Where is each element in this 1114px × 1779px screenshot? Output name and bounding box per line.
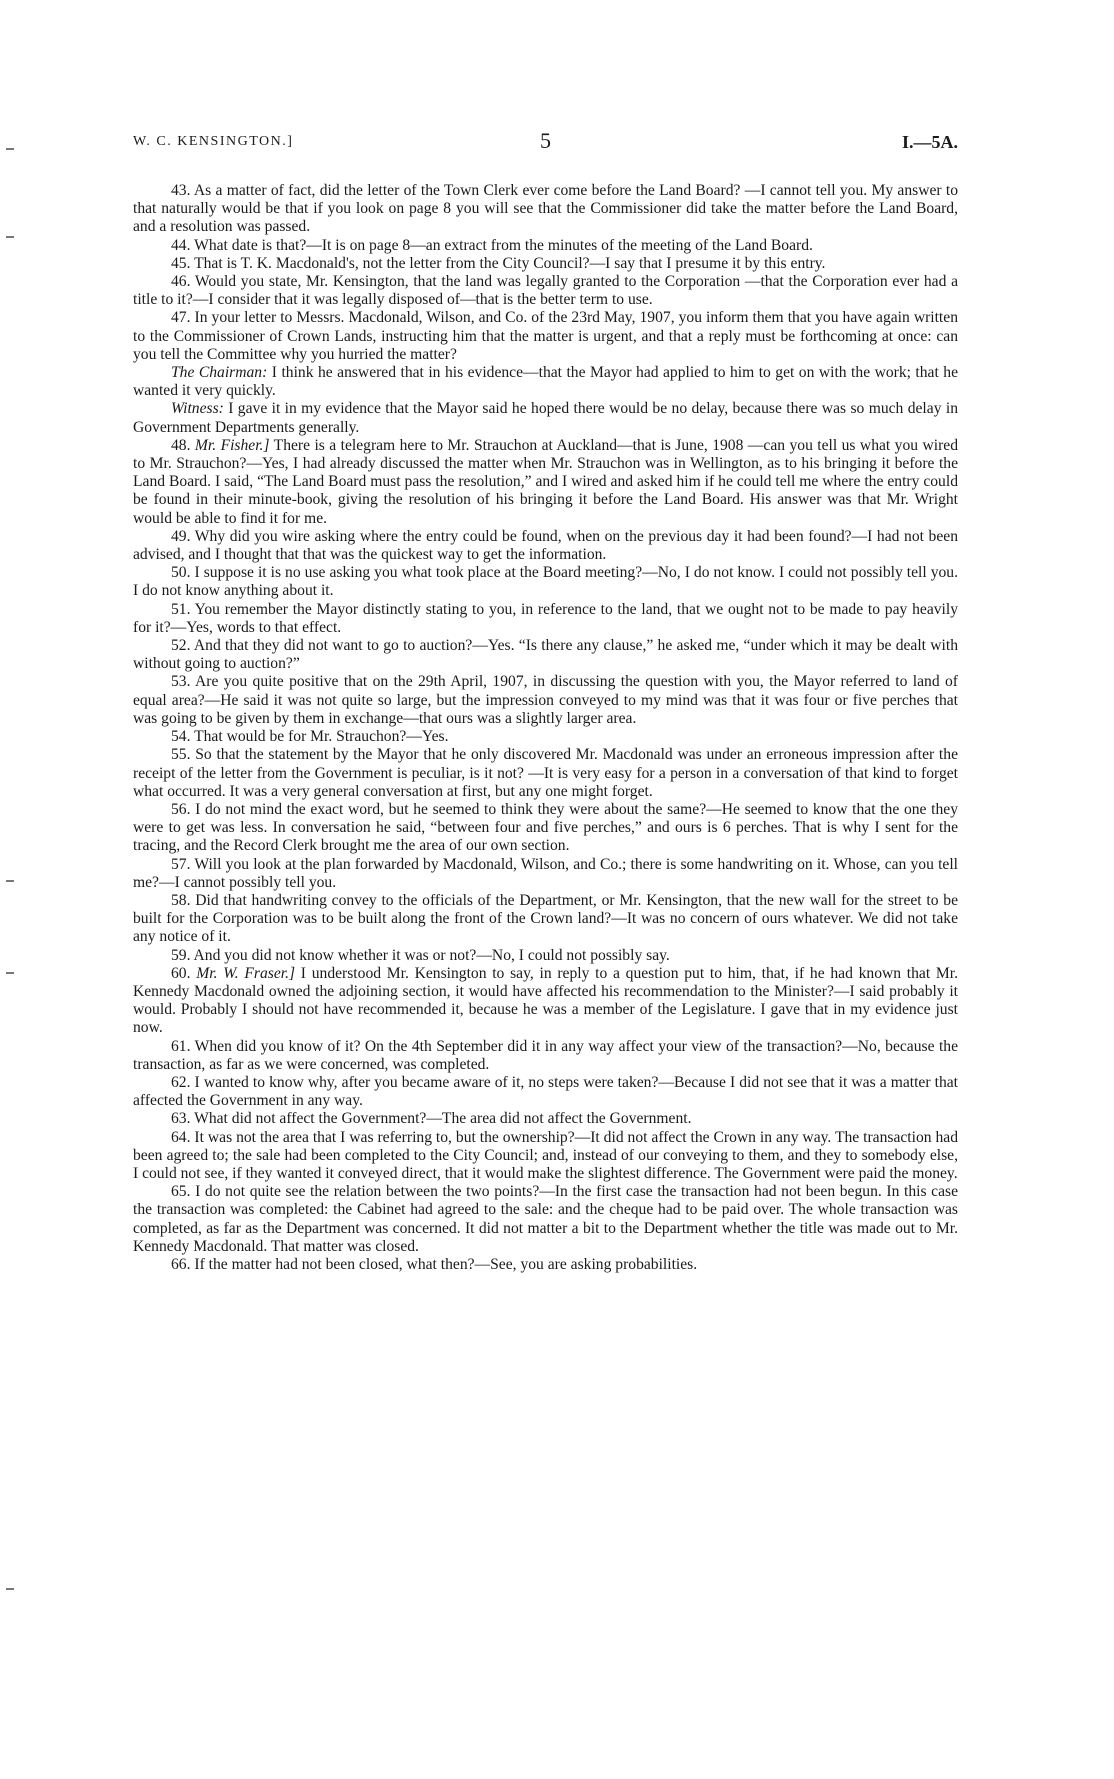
paragraph-text: 56. I do not mind the exact word, but he seemed to think they were about the same?—He seemed to know that the one they were to get was less. In conversation he said, “between four and five perches,” and ours is 6 perches. That is why I sent for the tracing, and the Record Clerk brought me the area of our own section. [133,800,958,855]
paragraph-text: 58. Did that handwriting convey to the officials of the Department, or Mr. Kensington, that the new wall for the street to be built for the Corporation was to be built along the front of the Crown land?—It was no concern of ours whatever. We did not take any notice of it. [133,891,958,946]
paragraph-text: 59. And you did not know whether it was or not?—No, I could not possibly say. [171,946,670,964]
paragraph-text: 63. What did not affect the Government?—The area did not affect the Government. [171,1110,692,1128]
testimony-paragraph [133,364,958,400]
testimony-paragraph [133,965,958,1038]
paragraph-text: 65. I do not quite see the relation between the two points?—In the first case the transaction had not been begun. In this case the transaction was completed: the Cabinet had agreed to the sale: and the cheque had to be paid over. The whole transaction was completed, as far as the Department was concerned. It did not matter a bit to the Department whether the title was made out to Mr. Kennedy Macdonald. That matter was closed. [133,1183,958,1255]
paragraph-text: 55. So that the statement by the Mayor that he only discovered Mr. Macdonald was under an erroneous impression after the receipt of the letter from the Government is peculiar, is it not? —It is very easy for a person in a conversation of that kind to forget what occurred. It was a very general conversation at first, but any one might forget. [133,746,958,800]
paragraph-text: 64. It was not the area that I was referring to, but the ownership?—It did not affect the Crown in any way. The transaction had been agreed to; the sale had been completed to the City Council; and, instead of our conveying to them, and they to somebody else, I could not see, if they wanted it conveyed direct, that it would make the slightest difference. The Government were paid the money. [133,1128,958,1182]
speaker-label: Mr. Fisher.] [194,436,270,454]
testimony-paragraph [133,528,958,564]
page-number: 5 [540,128,551,153]
testimony-paragraph [133,1183,958,1256]
speaker-label: Witness: [171,400,224,418]
testimony-paragraph [133,673,958,728]
document-page [133,128,958,1274]
paragraph-text: I gave it in my evidence that the Mayor said he hoped there would be no delay, because there was so much delay in Government Departments generally. [133,400,958,436]
testimony-paragraph [133,856,958,892]
testimony-paragraph [133,1074,958,1110]
header-witness-name: W. C. KENSINGTON.] [133,134,294,149]
paragraph-text: 51. You remember the Mayor distinctly stating to you, in reference to the land, that we ought not to be made to pay heavily for it?—Yes, words to that effect. [133,600,958,636]
testimony-paragraph [133,801,958,856]
testimony-paragraph [133,1129,958,1184]
testimony-paragraph [133,237,958,255]
paragraph-text: 57. Will you look at the plan forwarded by Macdonald, Wilson, and Co.; there is some handwriting on it. Whose, can you tell me?—I cannot possibly tell you. [133,855,958,891]
speaker-label: The Chairman: [171,364,268,382]
testimony-paragraph [133,437,958,528]
paragraph-text: 61. When did you know of it? On the 4th September did it in any way affect your view of the transaction?—No, because the transaction, as far as we were concerned, was completed. [133,1037,958,1073]
running-header [133,128,958,160]
testimony-paragraph [133,892,958,947]
testimony-paragraph [133,746,958,801]
margin-mark [6,880,14,882]
testimony-paragraph [133,273,958,309]
paragraph-text: 44. What date is that?—It is on page 8—an extract from the minutes of the meeting of the Land Board. [171,236,813,254]
testimony-paragraph [133,601,958,637]
question-number: 60. [171,964,197,982]
paragraph-text: 52. And that they did not want to go to auction?—Yes. “Is there any clause,” he asked me, “under which it may be dealt with without going to auction?” [133,637,958,673]
testimony-paragraph [133,1256,958,1274]
paragraph-text: 53. Are you quite positive that on the 29th April, 1907, in discussing the question with you, the Mayor referred to land of equal area?—He said it was not quite so large, but the impression conveyed to my mind was that it was four or five perches that was going to be given by them in exchange—that ours was a slightly larger area. [133,673,958,727]
paragraph-text: 62. I wanted to know why, after you became aware of it, no steps were taken?—Because I did not see that it was a matter that affected the Government in any way. [133,1073,958,1110]
paragraph-text: I think he answered that in his evidence—that the Mayor had applied to him to get on with the work; that he wanted it very quickly. [133,364,958,400]
paragraph-text: 66. If the matter had not been closed, what then?—See, you are asking probabilities. [171,1255,698,1273]
speaker-label: Mr. W. Fraser.] [196,964,296,982]
margin-mark [6,236,14,238]
question-number: 48. [171,436,195,454]
testimony-paragraph [133,637,958,673]
testimony-paragraph [133,400,958,436]
testimony-paragraph [133,255,958,273]
testimony-paragraph [133,564,958,600]
testimony-paragraph [133,1110,958,1128]
paragraph-text: 49. Why did you wire asking where the entry could be found, when on the previous day it had been found?—I had not been advised, and I thought that that was the quickest way to get the information. [133,527,958,564]
paragraph-text: 50. I suppose it is no use asking you what took place at the Board meeting?—No, I do not know. I could not possibly tell you. I do not know anything about it. [133,564,958,600]
paragraph-text: 45. That is T. K. Macdonald's, not the letter from the City Council?—I say that I presume it by this entry. [171,254,826,272]
testimony-paragraph [133,1038,958,1074]
testimony-paragraph [133,947,958,965]
testimony-paragraph [133,309,958,364]
margin-mark [6,1588,14,1590]
paragraph-text: 46. Would you state, Mr. Kensington, that the land was legally granted to the Corporation —that the Corporation ever had a title to it?—I consider that it was legally disposed of—that is the better term to use. [133,273,958,309]
paragraph-text: I understood Mr. Kensington to say, in reply to a question put to him, that, if he had known that Mr. Kennedy Macdonald owned the adjoining section, it would have affected his recommendation to the Minister?—I said probably it would. Probably I should not have recommended it, because he was a member of the Legislature. I gave that in my evidence just now. [133,964,959,1037]
testimony-body [133,182,958,1274]
paragraph-text: 54. That would be for Mr. Strauchon?—Yes. [171,728,449,746]
paragraph-text: 43. As a matter of fact, did the letter of the Town Clerk ever come before the Land Board? —I cannot tell you. My answer to that naturally would be that if you look on page 8 you will see that the Commissioner did take the matter before the Land Board, and a resolution was passed. [133,182,958,236]
document-reference: I.—5A. [901,132,958,152]
testimony-paragraph [133,728,958,746]
paragraph-text: 47. In your letter to Messrs. Macdonald, Wilson, and Co. of the 23rd May, 1907, you inform them that you have again written to the Commissioner of Crown Lands, instructing him that the matter is urgent, and that a reply must be forthcoming at once: can you tell the Committee why you hurried the matter? [133,309,958,363]
margin-mark [6,148,14,150]
testimony-paragraph [133,182,958,237]
paragraph-text: There is a telegram here to Mr. Strauchon at Auckland—that is June, 1908 —can you tell us what you wired to Mr. Strauchon?—Yes, I had already discussed the matter when Mr. Strauchon was in Wellington, as to his bringing it before the Land Board. I said, “The Land Board must pass the resolution,” and I wired and asked him if he could tell me where the entry could be found in their minute-book, giving the resolution of his bringing it before the Land Board. His answer was that Mr. Wright would be able to find it for me. [133,436,958,527]
margin-mark [6,972,14,974]
